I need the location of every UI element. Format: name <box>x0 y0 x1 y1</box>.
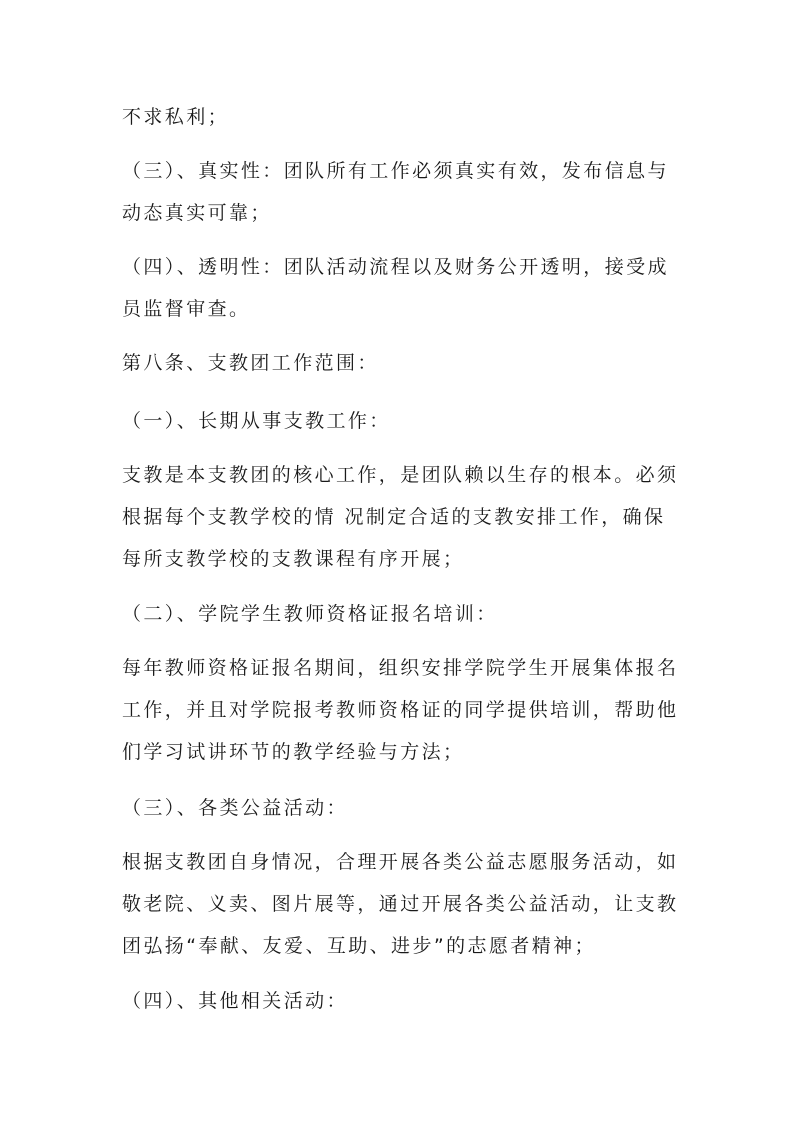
text-line: 们学习试讲环节的教学经验与方法； <box>122 741 465 763</box>
item-heading: （三）、各类公益活动： <box>122 797 348 819</box>
text-line: 团弘扬“奉献、友爱、互助、进步”的志愿者精神； <box>122 935 596 957</box>
text-line: 根据支教团自身情况，合理开展各类公益志愿服务活动，如 <box>122 851 679 873</box>
text-line: 工作，并且对学院报考教师资格证的同学提供培训，帮助他 <box>122 699 679 721</box>
text-line: 敬老院、义卖、图片展等，通过开展各类公益活动，让支教 <box>122 893 679 915</box>
text-line: 支教是本支教团的核心工作，是团队赖以生存的根本。必须 <box>122 464 679 486</box>
text-line: 根据每个支教学校的情 况制定合适的支教安排工作，确保 <box>122 506 666 528</box>
text-line: （三）、真实性：团队所有工作必须真实有效，发布信息与 <box>122 160 669 182</box>
text-line: 每年教师资格证报名期间，组织安排学院学生开展集体报名 <box>122 657 679 679</box>
text-line: 每所支教学校的支教课程有序开展； <box>122 548 465 570</box>
section-heading: 第八条、支教团工作范围： <box>122 352 379 374</box>
text-line: 员监督审查。 <box>122 298 251 320</box>
item-heading: （一）、长期从事支教工作： <box>122 410 391 432</box>
text-line: （四）、透明性：团队活动流程以及财务公开透明，接受成 <box>122 256 669 278</box>
text-line: 动态真实可靠； <box>122 202 272 224</box>
text-line: 不求私利； <box>122 106 230 128</box>
item-heading: （四）、其他相关活动： <box>122 990 348 1012</box>
item-heading: （二）、学院学生教师资格证报名培训： <box>122 603 498 625</box>
